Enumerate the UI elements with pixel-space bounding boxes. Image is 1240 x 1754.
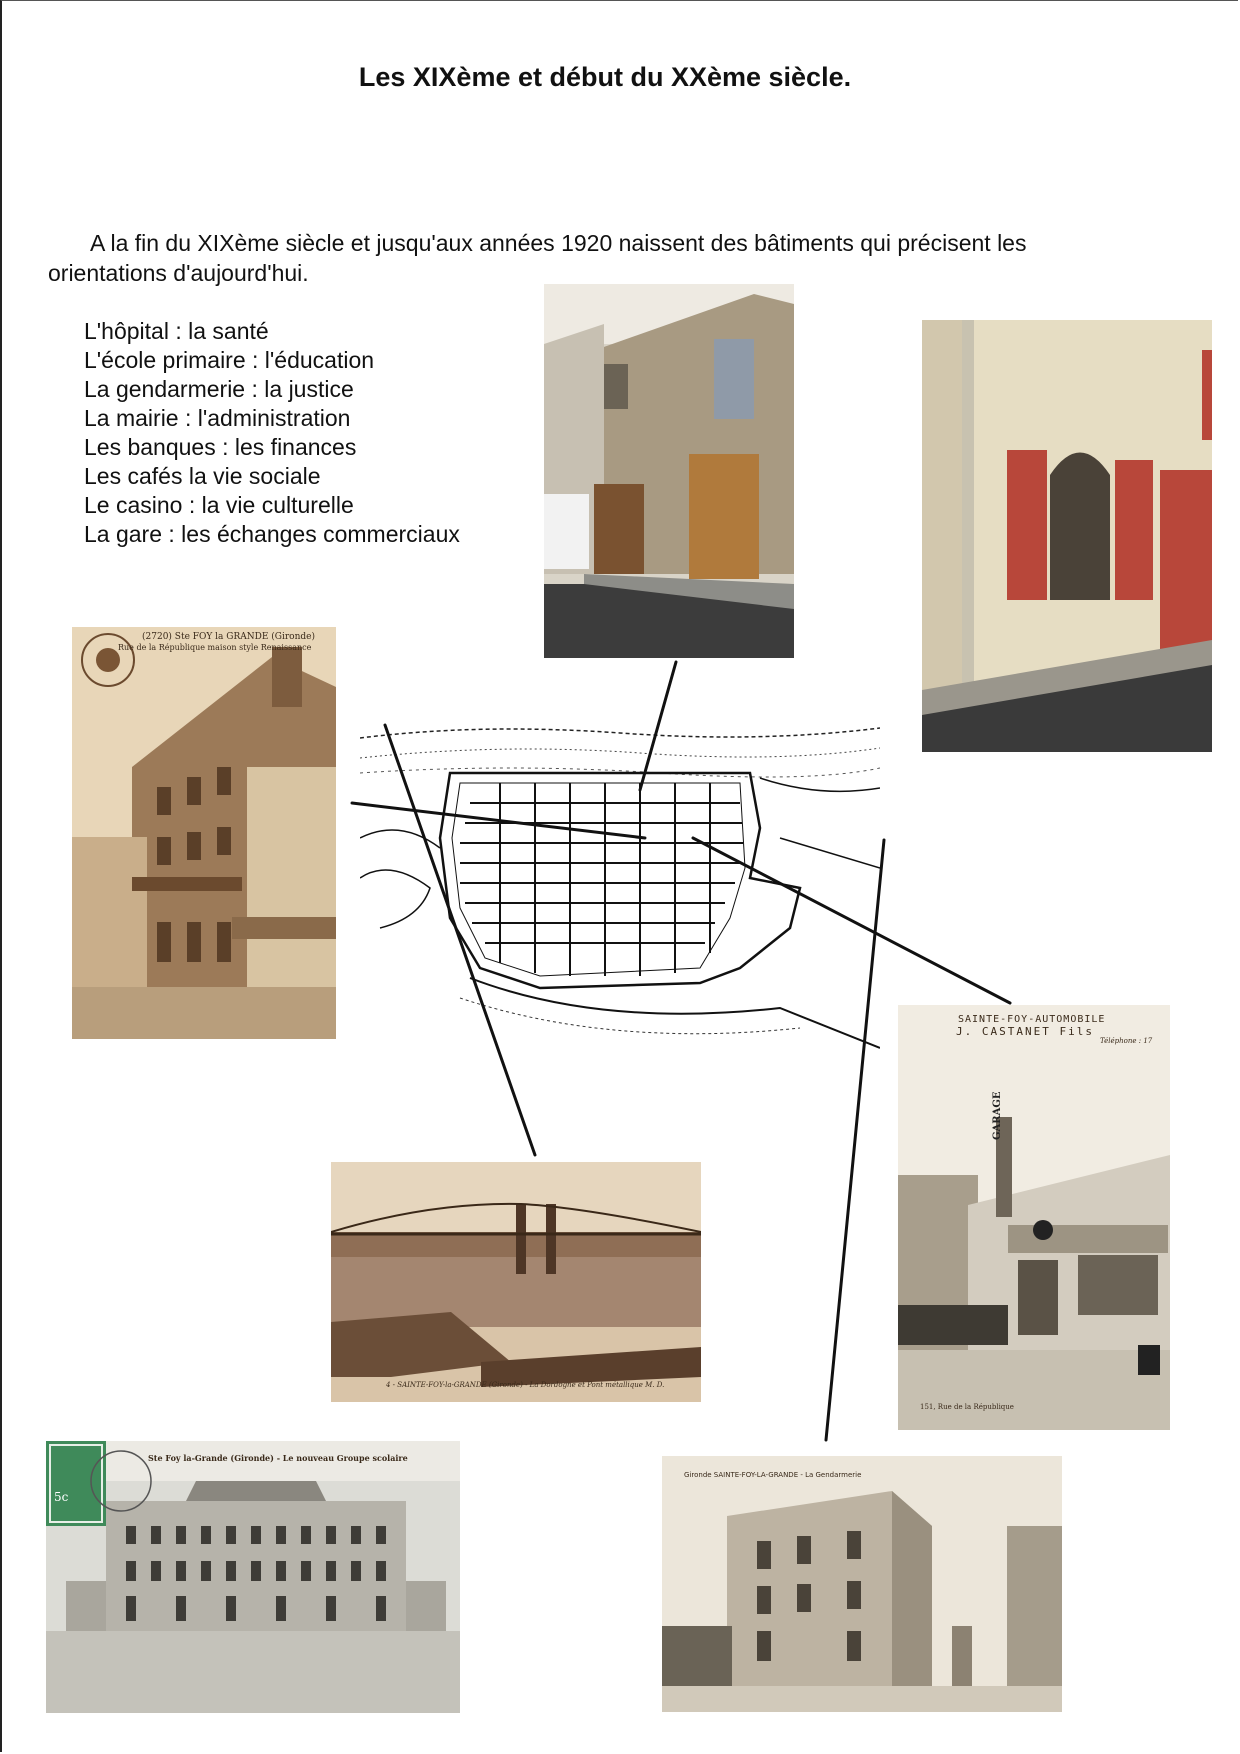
photo-bridge	[331, 1162, 701, 1402]
garage-sign: GARAGE	[992, 1091, 1003, 1140]
theme-item: Les cafés la vie sociale	[84, 463, 321, 489]
town-map	[360, 718, 880, 1058]
intro-line-2: orientations d'aujourd'hui.	[48, 260, 309, 286]
garage-header-1: SAINTE-FOY-AUTOMOBILE	[958, 1014, 1106, 1025]
page-title: Les XIXème et début du XXème siècle.	[358, 62, 852, 92]
renaissance-caption-1: (2720) Ste FOY la GRANDE (Gironde)	[142, 632, 315, 642]
bridge-caption: 4 - SAINTE-FOY-la-GRANDE (Gironde) - La Dordogne et Pont métallique M. D.	[386, 1381, 665, 1389]
garage-header-2: J. CASTANET Fils	[956, 1025, 1094, 1038]
themes-list	[84, 317, 460, 549]
photo-school	[46, 1441, 460, 1713]
theme-item: L'école primaire : l'éducation	[84, 347, 375, 373]
intro-line-1: A la fin du XIXème siècle et jusqu'aux années 1920 naissent des bâtiments qui précisent les	[90, 230, 1027, 256]
garage-phone: Téléphone : 17	[1100, 1037, 1153, 1045]
garage-caption: 151, Rue de la République	[920, 1403, 1014, 1411]
photo-gendarmerie	[662, 1456, 1062, 1712]
theme-item: Les banques : les finances	[84, 434, 357, 460]
intro-paragraph	[48, 228, 1128, 288]
theme-item: La gare : les échanges commerciaux	[84, 521, 460, 547]
school-stamp-value: 5c	[54, 1490, 69, 1504]
school-caption: Ste Foy la-Grande (Gironde) - Le nouveau Groupe scolaire	[148, 1453, 408, 1463]
photo-garage	[898, 1005, 1170, 1430]
theme-item: La gendarmerie : la justice	[84, 376, 354, 402]
gendarmerie-caption: Gironde SAINTE-FOY-LA-GRANDE - La Gendarmerie	[684, 1471, 862, 1479]
photo-stone-building	[544, 284, 794, 658]
photo-renaissance-house	[72, 627, 336, 1039]
theme-item: La mairie : l'administration	[84, 405, 351, 431]
theme-item: L'hôpital : la santé	[84, 318, 269, 344]
photo-red-shutters	[922, 320, 1212, 752]
renaissance-caption-2: Rue de la République maison style Renaissance	[118, 643, 312, 652]
theme-item: Le casino : la vie culturelle	[84, 492, 354, 518]
